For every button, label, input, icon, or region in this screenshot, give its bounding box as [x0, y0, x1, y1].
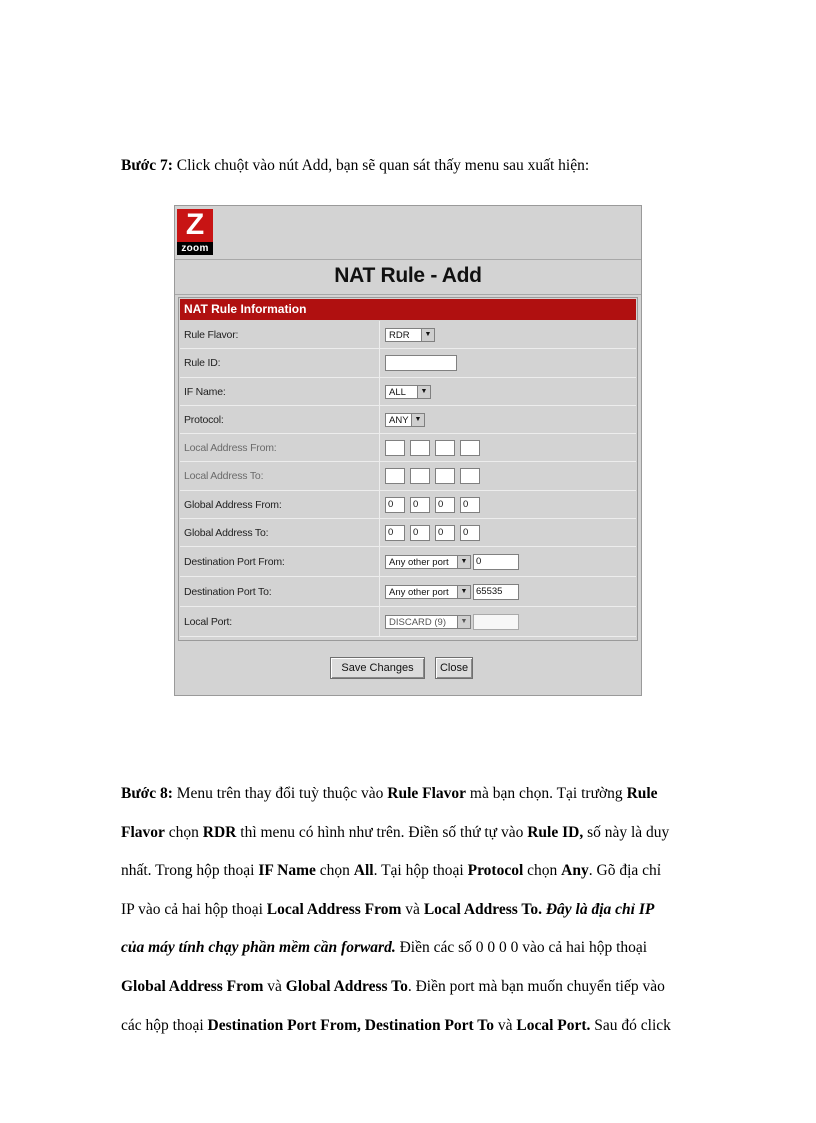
field-label: Destination Port To: — [180, 577, 380, 606]
bold-text: Flavor — [121, 823, 165, 841]
form-row — [180, 378, 636, 406]
text-input[interactable]: 0 — [473, 554, 519, 570]
body-text: chọn — [315, 862, 354, 880]
field-label: Rule ID: — [180, 349, 380, 377]
body-text: và — [263, 977, 286, 995]
field-value — [381, 378, 636, 405]
form-row — [180, 349, 636, 378]
dialog-title: NAT Rule - Add — [334, 264, 482, 287]
step-7-label: Bước 7: — [121, 157, 173, 174]
field-label: Local Port: — [180, 607, 380, 636]
paragraph-line — [121, 891, 701, 930]
ip-octet-input[interactable] — [435, 440, 455, 456]
form-row — [180, 434, 636, 462]
ip-octet-input[interactable]: 0 — [385, 525, 405, 541]
body-text: số này là duy — [583, 823, 670, 841]
form-row — [180, 577, 636, 607]
ip-octet-input[interactable]: 0 — [410, 525, 430, 541]
bold-italic-text: của máy tính chạy phần mềm cần forward. — [121, 939, 396, 957]
body-text: và — [401, 900, 424, 918]
step-7-text: Click chuột vào nút Add, bạn sẽ quan sát thấy menu sau xuất hiện: — [172, 157, 590, 174]
dropdown-arrow-icon[interactable]: ▼ — [457, 586, 470, 598]
dropdown-arrow-icon[interactable]: ▼ — [417, 386, 430, 398]
zoom-logo — [177, 209, 213, 255]
field-value — [381, 577, 636, 606]
body-text: mà bạn chọn. Tại trường — [466, 785, 627, 802]
field-label: Local Address From: — [180, 434, 380, 461]
field-label: IF Name: — [180, 378, 380, 405]
ip-octet-input[interactable]: 0 — [460, 525, 480, 541]
form-row — [180, 547, 636, 577]
dropdown-arrow-icon[interactable]: ▼ — [457, 616, 470, 628]
ip-octet-input[interactable] — [460, 468, 480, 484]
ip-octet-input[interactable]: 0 — [460, 497, 480, 513]
bold-text: Protocol — [467, 862, 524, 880]
form-row — [180, 519, 636, 547]
paragraph-line — [121, 968, 701, 1007]
field-label: Protocol: — [180, 406, 380, 433]
dropdown-select[interactable] — [385, 615, 471, 629]
bold-text: Rule Flavor — [387, 785, 467, 802]
ip-octet-input[interactable]: 0 — [435, 497, 455, 513]
step-8-paragraph — [121, 775, 701, 1045]
paragraph-line — [121, 1007, 701, 1046]
ip-octet-input[interactable] — [385, 468, 405, 484]
body-text: Điền các số 0 0 0 0 vào cả hai hộp thoại — [395, 939, 648, 957]
body-text: chọn — [164, 823, 203, 841]
bold-text: RDR — [202, 823, 237, 841]
ip-octet-input[interactable]: 0 — [435, 525, 455, 541]
bold-italic-text: Đây là địa chỉ IP — [545, 900, 655, 918]
field-label: Local Address To: — [180, 462, 380, 490]
form-row — [180, 406, 636, 434]
bold-text: Local Address From — [266, 900, 402, 918]
paragraph-line — [121, 852, 701, 891]
body-text: và — [493, 1016, 517, 1034]
body-text: IP vào cả hai hộp thoại — [121, 900, 267, 918]
body-text: nhất. Trong hộp thoại — [121, 862, 259, 880]
field-value — [381, 406, 636, 433]
dropdown-select[interactable] — [385, 585, 471, 599]
field-value — [381, 434, 636, 461]
ip-octet-input[interactable] — [410, 440, 430, 456]
body-text: thì menu có hình như trên. Điền số thứ tự vào — [236, 823, 528, 841]
bold-text: Rule ID, — [527, 823, 584, 841]
text-input[interactable]: 65535 — [473, 584, 519, 600]
field-value — [381, 321, 636, 348]
dropdown-select[interactable] — [385, 328, 435, 342]
paragraph-line — [121, 814, 701, 853]
dropdown-arrow-icon[interactable]: ▼ — [457, 556, 470, 568]
body-text: Menu trên thay đổi tuỳ thuộc vào — [172, 785, 388, 802]
dropdown-value: Any other port — [389, 586, 449, 598]
field-value — [381, 519, 636, 546]
bold-text: Local Address To. — [423, 900, 542, 918]
field-value — [381, 349, 636, 377]
bold-text: Bước 8: — [121, 785, 173, 802]
ip-octet-input[interactable] — [385, 440, 405, 456]
close-button[interactable]: Close — [435, 657, 473, 679]
field-value — [381, 462, 636, 490]
dropdown-select[interactable] — [385, 385, 431, 399]
form-row — [180, 491, 636, 519]
bold-text: Destination Port From, Destination Port To — [207, 1016, 494, 1034]
field-label: Global Address To: — [180, 519, 380, 546]
bold-text: Rule — [626, 785, 658, 802]
ip-octet-input[interactable]: 0 — [410, 497, 430, 513]
body-text: . Tại hộp thoại — [373, 862, 468, 880]
section-header: NAT Rule Information — [180, 299, 636, 320]
dropdown-value: DISCARD (9) — [389, 616, 447, 628]
dropdown-arrow-icon[interactable]: ▼ — [411, 414, 424, 426]
bold-text: Local Port. — [516, 1016, 591, 1034]
bold-text: Any — [561, 862, 589, 880]
body-text: chọn — [523, 862, 562, 880]
paragraph-line — [121, 929, 701, 968]
zoom-z-icon: Z — [185, 208, 205, 241]
body-text: các hộp thoại — [121, 1016, 208, 1034]
text-input[interactable] — [473, 614, 519, 630]
field-value — [381, 547, 636, 576]
form-row — [180, 321, 636, 349]
dropdown-value: RDR — [389, 329, 410, 341]
dropdown-arrow-icon[interactable]: ▼ — [421, 329, 434, 341]
text-input[interactable] — [385, 355, 457, 371]
ip-octet-input[interactable] — [460, 440, 480, 456]
field-label: Destination Port From: — [180, 547, 380, 576]
form-row — [180, 462, 636, 491]
field-label: Global Address From: — [180, 491, 380, 518]
logo-bar — [175, 206, 641, 260]
zoom-logo-text: zoom — [177, 242, 213, 255]
bold-text: Global Address To — [285, 977, 408, 995]
ip-octet-input[interactable] — [435, 468, 455, 484]
bold-text: Global Address From — [121, 977, 264, 995]
nat-rule-dialog-screenshot — [174, 205, 642, 696]
body-text: Sau đó click — [590, 1016, 671, 1034]
dropdown-value: ALL — [389, 386, 406, 398]
field-label: Rule Flavor: — [180, 321, 380, 348]
body-text: . Gõ địa chỉ — [588, 862, 662, 880]
dropdown-select[interactable] — [385, 413, 425, 427]
bold-text: IF Name — [258, 862, 316, 880]
form-row — [180, 607, 636, 637]
dropdown-select[interactable] — [385, 555, 471, 569]
field-value — [381, 491, 636, 518]
field-value — [381, 607, 636, 636]
dropdown-value: Any other port — [389, 556, 449, 568]
ip-octet-input[interactable]: 0 — [385, 497, 405, 513]
dropdown-value: ANY — [389, 414, 409, 426]
save-changes-button[interactable]: Save Changes — [330, 657, 425, 679]
nat-rule-form — [178, 297, 638, 641]
step-7-heading — [121, 156, 589, 176]
ip-octet-input[interactable] — [410, 468, 430, 484]
paragraph-line — [121, 775, 701, 814]
bold-text: All — [353, 862, 374, 880]
divider — [175, 294, 641, 295]
body-text: . Điền port mà bạn muốn chuyển tiếp vào — [407, 977, 665, 995]
